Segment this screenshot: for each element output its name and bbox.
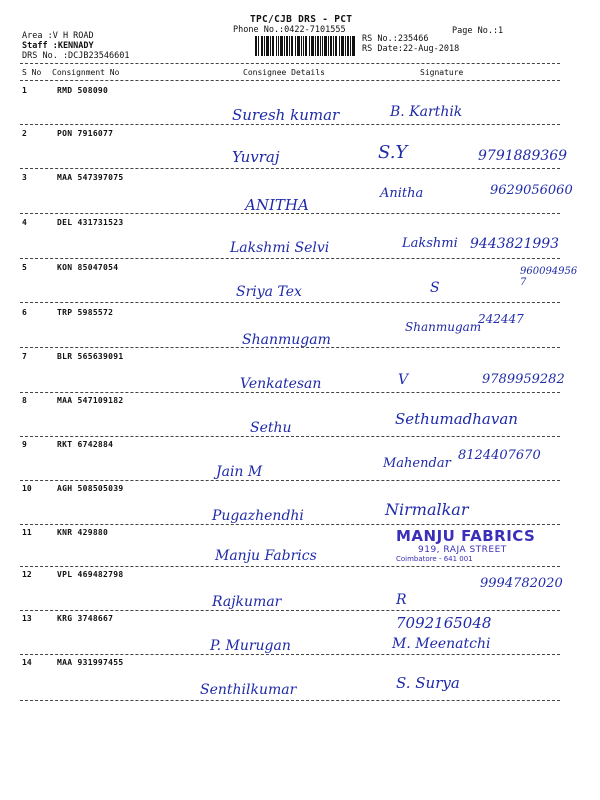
signature: S (430, 280, 440, 296)
row-divider (20, 480, 560, 481)
row-sno: 4 (22, 218, 27, 227)
phone-number: Phone No.:0422-7101555 (233, 25, 346, 35)
col-signature-header: Signature (420, 68, 464, 77)
row-divider (20, 258, 560, 259)
row-sno: 11 (22, 528, 32, 537)
row-divider (20, 392, 560, 393)
document-title: TPC/CJB DRS - PCT (250, 14, 353, 25)
consignment-number: RKT 6742884 (57, 440, 114, 449)
signature: V (398, 372, 409, 388)
rs-number: RS No.:235466 (362, 34, 429, 44)
row-sno: 3 (22, 173, 27, 182)
consignment-number: KRG 3748667 (57, 614, 114, 623)
signature: Mahendar (383, 456, 451, 471)
consignment-number: DEL 431731523 (57, 218, 124, 227)
col-consignment-header: Consignment No (52, 68, 120, 77)
consignee-name: Shanmugam (242, 332, 331, 348)
signature: Sethumadhavan (395, 410, 518, 428)
row-sno: 2 (22, 129, 27, 138)
phone-number-handwritten: 7092165048 (396, 614, 492, 632)
row-divider (20, 213, 560, 214)
consignment-number: TRP 5985572 (57, 308, 114, 317)
consignment-number: KNR 429880 (57, 528, 109, 537)
row-divider (20, 436, 560, 437)
drs-number: DRS No. :DCJB23546601 (22, 51, 130, 61)
staff-label: Staff :KENNADY (22, 41, 94, 51)
signature: S.Y (378, 142, 408, 163)
stamp-line: 919, RAJA STREET (418, 545, 507, 555)
consignment-number: KON 85047054 (57, 263, 119, 272)
stamp-line: Coimbatore - 641 001 (396, 555, 473, 563)
consignee-name: Sriya Tex (236, 284, 302, 300)
consignee-name: ANITHA (245, 196, 309, 214)
row-divider (20, 168, 560, 169)
phone-number-handwritten: 9994782020 (480, 576, 563, 591)
consignment-number: AGH 508505039 (57, 484, 124, 493)
col-consignee-header: Consignee Details (243, 68, 325, 77)
row-divider (20, 654, 560, 655)
row-sno: 6 (22, 308, 27, 317)
row-sno: 5 (22, 263, 27, 272)
row-divider (20, 700, 560, 701)
phone-number-handwritten: 9791889369 (478, 148, 568, 164)
row-sno: 12 (22, 570, 32, 579)
consignment-number: BLR 565639091 (57, 352, 124, 361)
consignee-name: Suresh kumar (232, 106, 340, 124)
consignee-name: Pugazhendhi (212, 508, 304, 524)
header-divider (20, 80, 560, 81)
row-sno: 13 (22, 614, 32, 623)
consignee-name: Lakshmi Selvi (230, 240, 330, 256)
signature: Anitha (380, 186, 424, 201)
phone-number-handwritten: 9600949567 (520, 266, 578, 288)
row-divider (20, 124, 560, 125)
consignee-name: P. Murugan (210, 638, 291, 654)
consignment-number: MAA 931997455 (57, 658, 124, 667)
consignee-name: Venkatesan (240, 376, 322, 392)
rs-date: RS Date:22-Aug-2018 (362, 44, 460, 54)
consignment-number: MAA 547109182 (57, 396, 124, 405)
consignee-name: Sethu (250, 420, 292, 436)
consignee-name: Senthilkumar (200, 682, 297, 698)
row-divider (20, 566, 560, 567)
phone-number-handwritten: 9789959282 (482, 372, 565, 387)
signature: B. Karthik (390, 104, 463, 120)
signature: M. Meenatchi (392, 636, 491, 652)
phone-number-handwritten: 242447 (478, 312, 524, 326)
consignee-name: Rajkumar (212, 594, 282, 610)
company-stamp (396, 527, 535, 563)
row-sno: 14 (22, 658, 32, 667)
consignment-number: RMD 508090 (57, 86, 109, 95)
row-sno: 1 (22, 86, 27, 95)
row-divider (20, 347, 560, 348)
consignee-name: Manju Fabrics (215, 548, 317, 564)
consignment-number: VPL 469482798 (57, 570, 124, 579)
signature: S. Surya (396, 674, 460, 692)
consignee-name: Yuvraj (232, 148, 280, 166)
phone-number-handwritten: 8124407670 (458, 448, 541, 463)
row-divider (20, 610, 560, 611)
phone-number-handwritten: 9629056060 (490, 183, 573, 198)
signature: R (396, 592, 407, 608)
stamp-line: MANJU FABRICS (396, 527, 536, 545)
signature: Lakshmi (402, 236, 458, 251)
phone-number-handwritten: 9443821993 (470, 236, 560, 252)
row-sno: 8 (22, 396, 27, 405)
row-sno: 10 (22, 484, 32, 493)
header-divider (20, 63, 560, 64)
row-sno: 7 (22, 352, 27, 361)
area-label: Area :V H ROAD (22, 31, 94, 41)
consignee-name: Jain M (216, 464, 263, 480)
consignment-number: PON 7916077 (57, 129, 114, 138)
page-number: Page No.:1 (452, 26, 504, 36)
consignment-number: MAA 547397075 (57, 173, 124, 182)
signature: Shanmugam (405, 320, 482, 334)
col-sno-header: S No (22, 68, 42, 77)
row-divider (20, 524, 560, 525)
barcode-icon (255, 36, 355, 56)
row-divider (20, 302, 560, 303)
signature: Nirmalkar (385, 500, 469, 519)
row-sno: 9 (22, 440, 27, 449)
